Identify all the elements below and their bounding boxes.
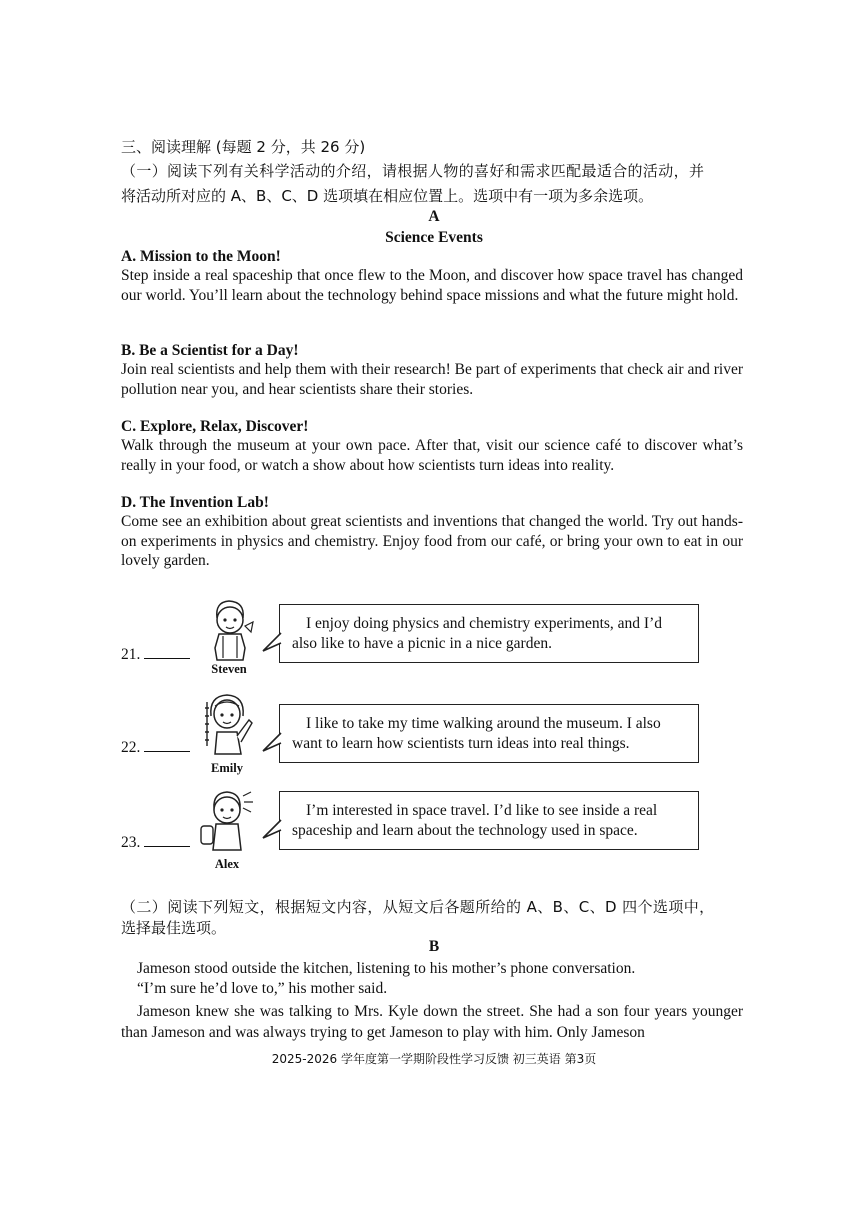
quote-21: I enjoy doing physics and chemistry experiments, and I’d also like to have a picnic in a nice garden. <box>292 615 662 652</box>
section2-instruction-line-1: （二）阅读下列短文，根据短文内容，从短文后各题所给的 A、B、C、D 四个选项中， <box>121 898 715 916</box>
speech-bubble-22 <box>279 704 699 763</box>
event-a-title: A. Mission to the Moon! <box>121 248 281 265</box>
speech-bubble-21 <box>279 604 699 663</box>
instruction-line-1: （一）阅读下列有关科学活动的介绍，请根据人物的喜好和需求匹配最适合的活动，并 <box>121 162 705 180</box>
event-d-text: Come see an exhibition about great scientists and inventions that changed the world. Try out hands-on experiments in physics and chemistry. Enjoy food from our café, or bring your own to eat in our lovely garden. <box>121 513 743 569</box>
event-c-title: C. Explore, Relax, Discover! <box>121 418 309 435</box>
question-22 <box>121 739 190 757</box>
quote-23: I’m interested in space travel. I’d like to see inside a real spaceship and learn about the technology used in space. <box>292 802 658 839</box>
passage-title: Science Events <box>385 229 483 246</box>
emily-illustration <box>197 690 257 760</box>
section2-instruction-line-2: 选择最佳选项。 <box>121 919 227 937</box>
question-number: 23. <box>121 834 141 851</box>
speech-bubble-23 <box>279 791 699 850</box>
instruction-line-2: 将活动所对应的 A、B、C、D 选项填在相应位置上。选项中有一项为多余选项。 <box>121 187 654 205</box>
page-footer: 2025-2026 学年度第一学期阶段性学习反馈 初三英语 第3页 <box>271 1052 597 1066</box>
speech-tail <box>262 818 282 840</box>
passage-b-paragraph-3: Jameson knew she was talking to Mrs. Kyle down the street. She had a son four years younger than Jameson and was always trying to get Jameson to play with him. Only Jameson <box>121 1003 743 1041</box>
event-d-title: D. The Invention Lab! <box>121 494 269 511</box>
alex-illustration <box>197 786 257 856</box>
question-21 <box>121 646 190 664</box>
event-a-text: Step inside a real spaceship that once flew to the Moon, and discover how space travel has changed our world. You’ll learn about the technology behind space missions and what the future might hold. <box>121 267 743 304</box>
event-b-title: B. Be a Scientist for a Day! <box>121 342 299 359</box>
answer-blank-22[interactable] <box>144 739 190 752</box>
section-heading: 三、阅读理解 (每题 2 分，共 26 分) <box>121 138 366 156</box>
speaker-name-emily: Emily <box>211 761 243 775</box>
speech-tail <box>262 631 282 653</box>
speaker-name-steven: Steven <box>211 662 247 676</box>
passage-letter-b: B <box>428 938 440 955</box>
event-b-text: Join real scientists and help them with their research! Be part of experiments that check air and river pollution near you, and hear scientists share their stories. <box>121 361 743 398</box>
passage-b-paragraph-1: Jameson stood outside the kitchen, listening to his mother’s phone conversation. <box>137 960 636 977</box>
passage-letter-a: A <box>428 208 440 225</box>
question-23 <box>121 834 190 852</box>
question-number: 22. <box>121 739 141 756</box>
steven-illustration <box>199 596 259 666</box>
answer-blank-21[interactable] <box>144 646 190 659</box>
speech-tail <box>262 731 282 753</box>
answer-blank-23[interactable] <box>144 834 190 847</box>
event-c-text: Walk through the museum at your own pace. After that, visit our science café to discover what’s really in your food, or watch a show about how scientists turn ideas into reality. <box>121 437 743 474</box>
question-number: 21. <box>121 646 141 663</box>
speaker-name-alex: Alex <box>214 857 240 871</box>
quote-22: I like to take my time walking around the museum. I also want to learn how scientists turn ideas into real things. <box>292 715 661 752</box>
passage-b-paragraph-2: “I’m sure he’d love to,” his mother said. <box>137 980 388 997</box>
